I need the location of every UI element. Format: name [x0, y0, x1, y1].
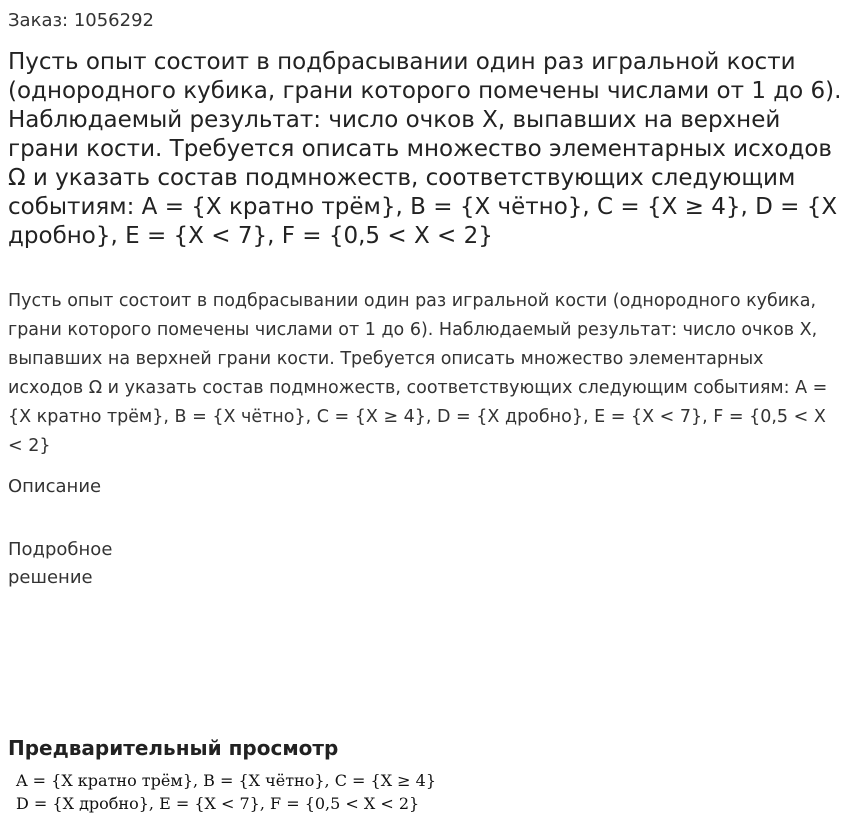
preview-heading: Предварительный просмотр: [8, 736, 339, 760]
preview-line-1: A = {X кратно трём}, B = {X чётно}, C = {X ≥ 4}: [16, 771, 437, 790]
task-title: Пусть опыт состоит в подбрасывании один раз игральной кости (однородного кубика, грани которого помечены числами от 1 до 6). Наблюдаемый результат: число очков X, выпавших на верхней грани кости. Требуется описать множество элементарных исходов Ω и указать состав подмножеств, соответствующих следующим событиям: A = {X кратно трём}, B = {X чётно}, C = {X ≥ 4}, D = {X дробно}, E = {X < 7}, F = {0,5 < X < 2}: [8, 49, 842, 249]
task-body: Пусть опыт состоит в подбрасывании один раз игральной кости (однородного кубика, грани которого помечены числами от 1 до 6). Наблюдаемый результат: число очков X, выпавших на верхней грани кости. Требуется описать множество элементарных исходов Ω и указать состав подмножеств, соответствующих следующим событиям: A = {X кратно трём}, B = {X чётно}, C = {X ≥ 4}, D = {X дробно}, E = {X < 7}, F = {0,5 < X < 2}: [8, 291, 828, 456]
detailed-solution-label: Подробное решение: [8, 539, 113, 588]
order-number: Заказ: 1056292: [8, 10, 154, 31]
preview-line-2: D = {X дробно}, E = {X < 7}, F = {0,5 < X < 2}: [16, 794, 420, 813]
preview-image: [16, 768, 446, 820]
description-label: Описание: [8, 476, 102, 497]
